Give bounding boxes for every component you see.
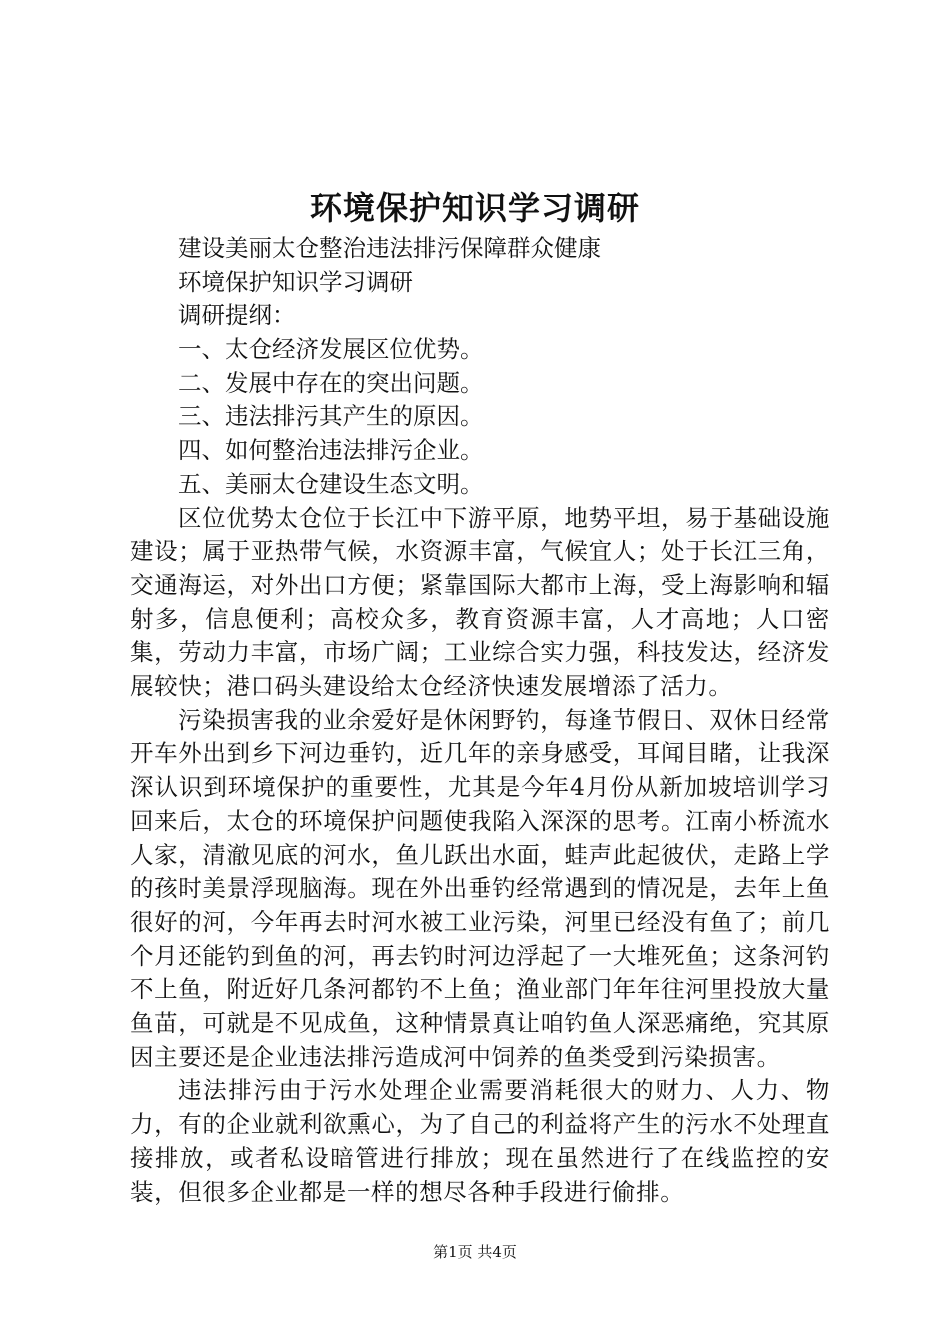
outline-heading: 调研提纲：	[178, 301, 296, 330]
page-number-footer: 第1页 共4页	[433, 1243, 517, 1261]
document-body	[130, 232, 830, 1209]
outline-item-2: 二、发展中存在的突出问题。	[178, 368, 484, 397]
paragraph-illegal-discharge: 违法排污由于污水处理企业需要消耗很大的财力、人力、物力，有的企业就利欲熏心，为了自己的利益将产生的污水不处理直接排放，或者私设暗管进行排放；现在虽然进行了在线监控的安装，但很多企业都是一样的想尽各种手段进行偷排。	[130, 1076, 830, 1206]
paragraph-location-advantage: 区位优势太仓位于长江中下游平原，地势平坦，易于基础设施建设；属于亚热带气候，水资源丰富，气候宜人；处于长江三角，交通海运，对外出口方便；紧靠国际大都市上海，受上海影响和辐射多，信息便利；高校众多，教育资源丰富，人才高地；人口密集，劳动力丰富，市场广阔；工业综合实力强，科技发达，经济发展较快；港口码头建设给太仓经济快速发展增添了活力。	[130, 503, 830, 701]
paragraph-pollution-damage: 污染损害我的业余爱好是休闲野钓，每逢节假日、双休日经常开车外出到乡下河边垂钓，近几年的亲身感受，耳闻目睹，让我深深认识到环境保护的重要性，尤其是今年4月份从新加坡培训学习回来后，太仓的环境保护问题使我陷入深深的思考。江南小桥流水人家，清澈见底的河水，鱼儿跃出水面，蛙声此起彼伏，走路上学的孩时美景浮现脑海。现在外出垂钓经常遇到的情况是，去年上鱼很好的河，今年再去时河水被工业污染，河里已经没有鱼了；前几个月还能钓到鱼的河，再去钓时河边浮起了一大堆死鱼；这条河钓不上鱼，附近好几条河都钓不上鱼；渔业部门年年往河里投放大量鱼苗，可就是不见成鱼，这种情景真让咱钓鱼人深恶痛绝，究其原因主要还是企业违法排污造成河中饲养的鱼类受到污染损害。	[130, 705, 830, 1071]
subtitle-line: 建设美丽太仓整治违法排污保障群众健康	[178, 234, 601, 262]
outline-item-3: 三、违法排污其产生的原因。	[178, 402, 484, 431]
document-title: 环境保护知识学习调研	[309, 189, 640, 227]
outline-item-5: 五、美丽太仓建设生态文明。	[178, 469, 484, 498]
outline-item-4: 四、如何整治违法排污企业。	[178, 436, 484, 465]
topic-line: 环境保护知识学习调研	[178, 267, 413, 296]
outline-item-1: 一、太仓经济发展区位优势。	[178, 335, 484, 364]
